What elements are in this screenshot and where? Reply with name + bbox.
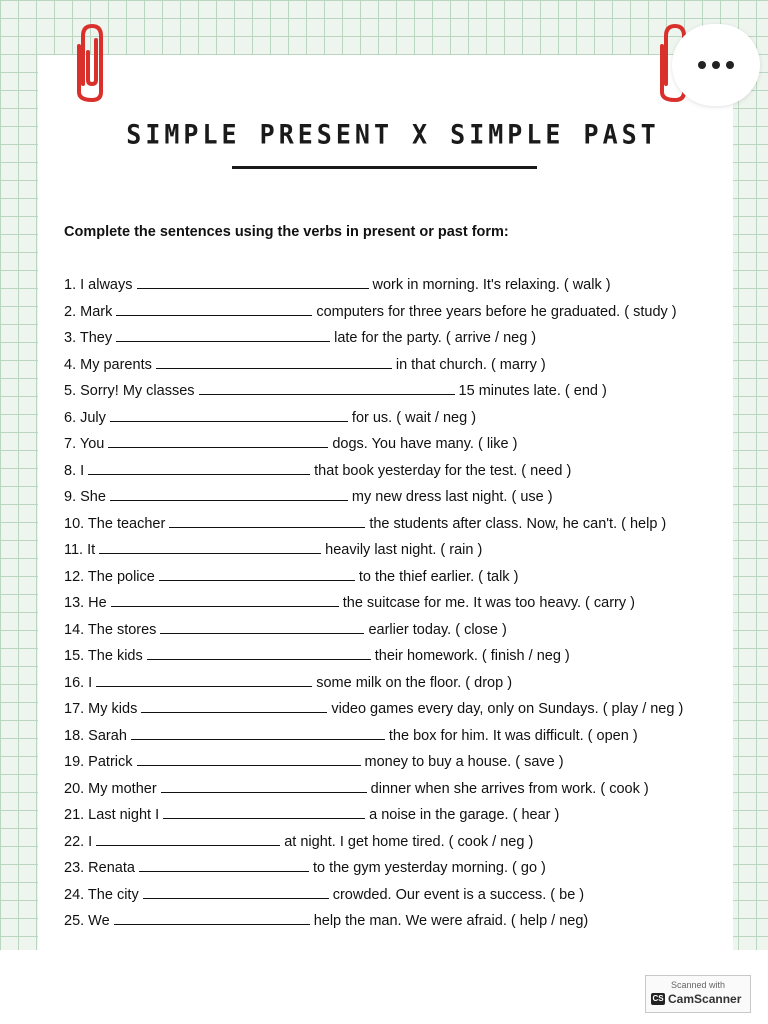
exercise-item [64, 327, 683, 354]
instructions: Complete the sentences using the verbs in present or past form: [64, 224, 509, 240]
exercise-item [64, 301, 683, 328]
exercise-prompt: 25. We [64, 913, 110, 929]
answer-blank[interactable] [169, 517, 365, 528]
answer-blank[interactable] [137, 755, 361, 766]
answer-blank[interactable] [110, 411, 348, 422]
answer-blank[interactable] [161, 782, 367, 793]
exercise-continuation: to the thief earlier. ( talk ) [358, 568, 519, 585]
exercise-continuation: computers for three years before he graduated. ( study ) [316, 303, 677, 320]
answer-blank[interactable] [114, 914, 310, 925]
answer-blank[interactable] [147, 649, 371, 660]
exercise-prompt: 1. I always [64, 277, 133, 293]
exercise-continuation: late for the party. ( arrive / neg ) [334, 330, 537, 346]
answer-blank[interactable] [141, 702, 327, 713]
exercise-item [64, 672, 683, 699]
exercise-item [64, 619, 683, 646]
exercise-item [64, 274, 683, 301]
exercise-continuation: at night. I get home tired. ( cook / neg ) [284, 833, 534, 850]
exercise-item [64, 539, 683, 566]
answer-blank[interactable] [116, 305, 312, 316]
answer-blank[interactable] [199, 384, 455, 395]
answer-blank[interactable] [110, 490, 348, 501]
exercise-prompt: 4. My parents [64, 356, 152, 373]
exercise-prompt: 6. July [64, 409, 106, 426]
exercise-prompt: 11. It [64, 542, 96, 558]
exercise-prompt: 22. I [64, 833, 93, 850]
exercise-prompt: 5. Sorry! My classes [64, 383, 195, 399]
exercise-prompt: 3. They [64, 330, 113, 346]
answer-blank[interactable] [96, 676, 312, 687]
camscanner-badge [645, 975, 751, 1013]
exercise-continuation: that book yesterday for the test. ( need ) [314, 462, 572, 479]
exercise-continuation: earlier today. ( close ) [368, 621, 507, 638]
exercise-prompt: 14. The stores [64, 621, 157, 638]
exercise-prompt: 20. My mother [64, 780, 157, 797]
exercise-continuation: crowded. Our event is a success. ( be ) [332, 886, 585, 903]
answer-blank[interactable] [156, 358, 392, 369]
exercise-continuation: video games every day, only on Sundays. ( play / neg ) [331, 701, 684, 717]
exercise-continuation: in that church. ( marry ) [395, 356, 546, 373]
exercise-item [64, 804, 683, 831]
exercise-item [64, 592, 683, 619]
exercise-item [64, 513, 683, 540]
answer-blank[interactable] [99, 543, 321, 554]
exercise-continuation: the students after class. Now, he can't. ( help ) [369, 515, 667, 532]
exercise-prompt: 2. Mark [64, 303, 113, 320]
answer-blank[interactable] [160, 623, 364, 634]
exercise-continuation: their homework. ( finish / neg ) [374, 648, 570, 664]
exercise-item [64, 407, 683, 434]
exercise-item [64, 778, 683, 805]
exercise-continuation: a noise in the garage. ( hear ) [369, 807, 560, 823]
exercise-list [64, 274, 683, 937]
exercise-continuation: 15 minutes late. ( end ) [458, 383, 607, 399]
answer-blank[interactable] [159, 570, 355, 581]
exercise-item [64, 380, 683, 407]
exercise-item [64, 910, 683, 937]
exercise-continuation: money to buy a house. ( save ) [364, 754, 564, 770]
exercise-prompt: 12. The police [64, 568, 155, 585]
exercise-continuation: for us. ( wait / neg ) [351, 409, 477, 426]
exercise-continuation: my new dress last night. ( use ) [351, 489, 553, 505]
exercise-prompt: 24. The city [64, 886, 139, 903]
exercise-continuation: the suitcase for me. It was too heavy. ( carry ) [342, 595, 635, 611]
exercise-prompt: 18. Sarah [64, 727, 127, 744]
exercise-continuation: dogs. You have many. ( like ) [332, 436, 518, 452]
answer-blank[interactable] [108, 437, 328, 448]
exercise-item [64, 433, 683, 460]
answer-blank[interactable] [131, 729, 385, 740]
exercise-prompt: 17. My kids [64, 701, 138, 717]
camscanner-brand: CamScanner [668, 992, 742, 1006]
exercise-item [64, 460, 683, 487]
exercise-prompt: 16. I [64, 674, 93, 691]
exercise-item [64, 857, 683, 884]
answer-blank[interactable] [143, 888, 329, 899]
exercise-item [64, 884, 683, 911]
more-options-icon[interactable] [672, 24, 760, 106]
exercise-prompt: 8. I [64, 462, 85, 479]
exercise-item [64, 725, 683, 752]
scanned-with-label: Scanned with [670, 980, 726, 990]
exercise-continuation: to the gym yesterday morning. ( go ) [312, 860, 546, 876]
exercise-prompt: 23. Renata [64, 860, 135, 876]
exercise-item [64, 354, 683, 381]
exercise-continuation: some milk on the floor. ( drop ) [316, 674, 513, 691]
exercise-continuation: the box for him. It was difficult. ( open ) [388, 727, 638, 744]
exercise-continuation: help the man. We were afraid. ( help / neg) [313, 913, 589, 929]
worksheet-title: SIMPLE PRESENT X SIMPLE PAST [126, 119, 660, 150]
menu-dot [712, 61, 720, 69]
exercise-prompt: 13. He [64, 595, 107, 611]
exercise-item [64, 645, 683, 672]
exercise-prompt: 21. Last night I [64, 807, 160, 823]
exercise-prompt: 10. The teacher [64, 515, 166, 532]
exercise-prompt: 9. She [64, 489, 106, 505]
exercise-continuation: dinner when she arrives from work. ( cook ) [370, 780, 649, 797]
exercise-prompt: 15. The kids [64, 648, 143, 664]
answer-blank[interactable] [111, 596, 339, 607]
menu-dot [698, 61, 706, 69]
answer-blank[interactable] [137, 278, 369, 289]
exercise-continuation: heavily last night. ( rain ) [325, 542, 483, 558]
exercise-item [64, 831, 683, 858]
exercise-item [64, 751, 683, 778]
answer-blank[interactable] [139, 861, 309, 872]
menu-dot [726, 61, 734, 69]
camscanner-logo-icon: CS [652, 994, 664, 1003]
title-underline [232, 166, 537, 169]
exercise-item [64, 566, 683, 593]
answer-blank[interactable] [88, 464, 310, 475]
answer-blank[interactable] [116, 331, 330, 342]
answer-blank[interactable] [163, 808, 365, 819]
exercise-item [64, 698, 683, 725]
answer-blank[interactable] [96, 835, 280, 846]
paperclip-icon [75, 22, 109, 102]
exercise-item [64, 486, 683, 513]
exercise-prompt: 19. Patrick [64, 754, 133, 770]
exercise-prompt: 7. You [64, 436, 105, 452]
exercise-continuation: work in morning. It's relaxing. ( walk ) [372, 277, 611, 293]
